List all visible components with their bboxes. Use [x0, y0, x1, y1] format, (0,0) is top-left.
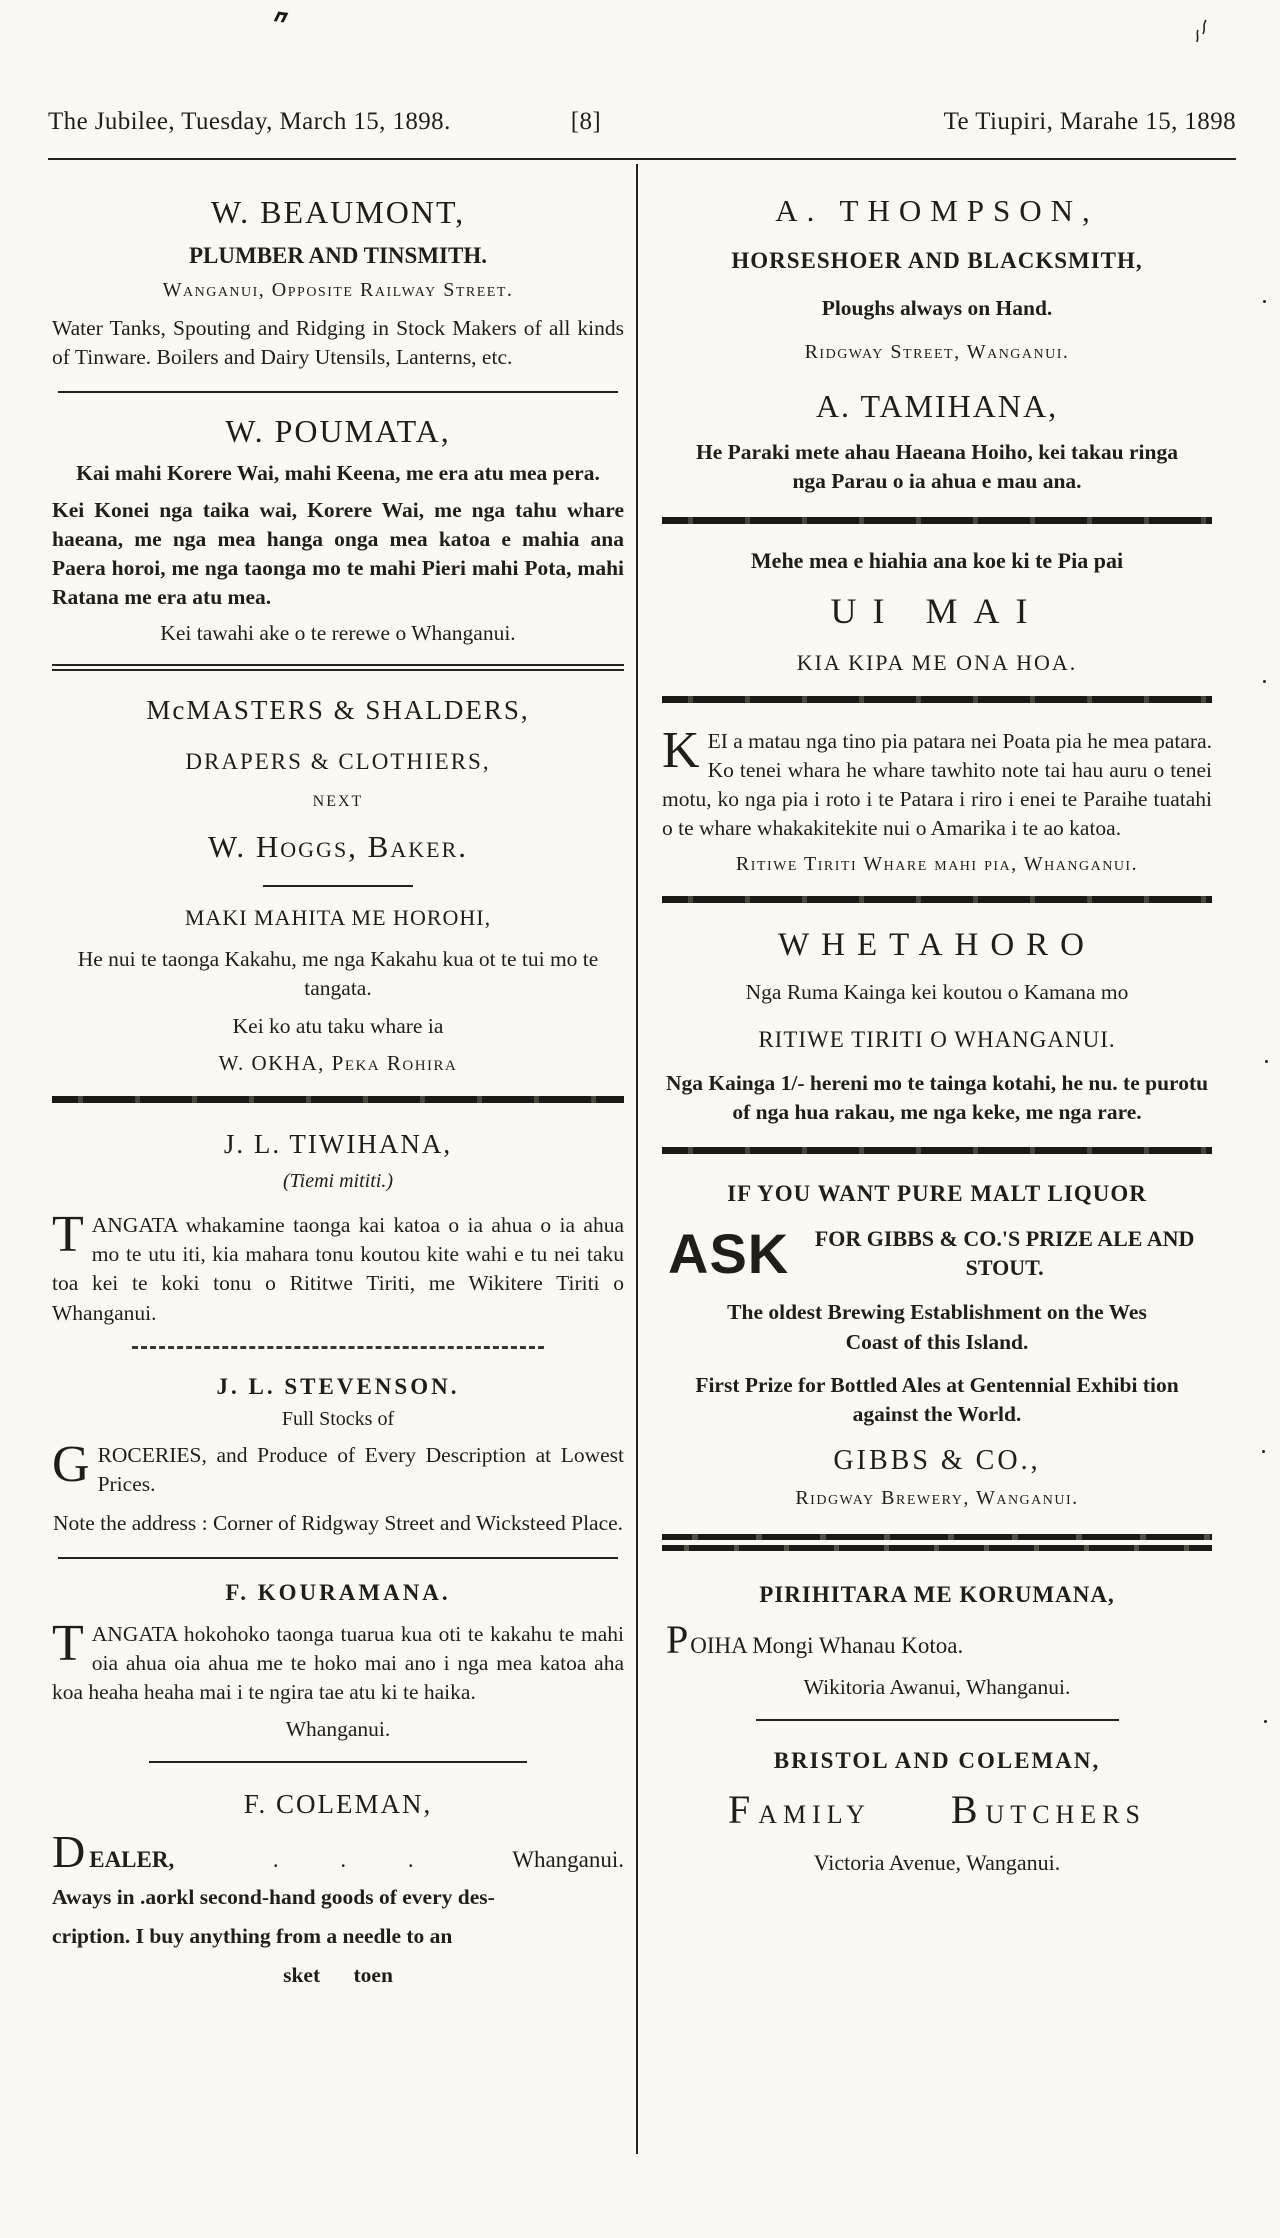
ad-gibbs-headline: IF YOU WANT PURE MALT LIQUOR: [727, 1181, 1147, 1207]
ad-mcmasters-line: Kei ko atu taku whare ia: [232, 1013, 444, 1038]
ad-stevenson-body: [52, 1435, 624, 1499]
ad-bristol-coleman: [662, 1745, 1212, 1876]
ad-whetahoro-line3: RITIWE TIRITI O WHANGANUI.: [758, 1026, 1116, 1052]
dropcap-p: P: [666, 1617, 689, 1663]
ad-tiwihana: [52, 1127, 624, 1328]
ad-pirihitara-body: OIHA Mongi Whanau Kotoa.: [690, 1633, 964, 1659]
ad-whetahoro-title: WHETAHORO: [778, 927, 1096, 964]
heavy-divider-rule: [662, 896, 1212, 903]
ask-text: FOR GIBBS & CO.'S PRIZE ALE AND STOUT.: [814, 1226, 1195, 1280]
section-divider-rule: [52, 664, 624, 671]
heavy-divider-rule: [662, 696, 1212, 703]
ad-beaumont-body: Water Tanks, Spouting and Ridging in Stock Makers of all kinds of Tinware. Boilers and Dairy Utensils, Lanterns, etc.: [52, 316, 624, 370]
ad-gibbs-name: GIBBS & CO.,: [833, 1445, 1041, 1477]
ad-kouramana-body-text: ANGATA hokohoko taonga tuarua kua oti te kakahu te mahi oia ahua oia ahua me te hoko mai ano i nga mea katoa aha koa heaha heaha mai i te ngira tae atu ki te haika.: [52, 1621, 624, 1705]
newspaper-title-english: The Jubilee, Tuesday, March 15, 1898.: [48, 108, 451, 135]
masthead-rule: [48, 158, 1236, 160]
scan-artifact: [1176, 18, 1210, 44]
dropcap-d: D: [52, 1825, 86, 1877]
ad-poumata-body: Kei Konei nga taika wai, Korere Wai, me nga tahu whare haeana, me nga mea hanga onga mea katoa e mahia ana Paera horoi, me nga taonga mo te mahi Pieri mahi Pota, mahi Ratana me era atu mea.: [52, 497, 624, 610]
ad-mcmasters: [52, 693, 624, 1076]
right-column: [662, 168, 1212, 1876]
ad-mcmasters-signature: W. OKHA, Peka Rohira: [218, 1050, 458, 1075]
family-word: AMILY: [758, 1799, 871, 1829]
ad-stevenson: [52, 1371, 624, 1539]
dropcap-g: G: [52, 1435, 90, 1493]
heavy-divider-rule: [662, 1147, 1212, 1154]
ad-whetahoro: [662, 927, 1212, 1127]
ad-kei-pia-body-text: EI a matau nga tino pia patara nei Poata pia he mea patara. Ko tenei whara he whare tawhito note tai hau auru o tenei motu, ko nga pia i roto i te Patara i riro i enei te Paraihe tuatahi o te whare whakakitekite nui o Amarika i te ao katoa.: [662, 728, 1212, 841]
ad-coleman-place: Whanganui.: [512, 1846, 624, 1872]
ad-tamihana-title: A. TAMIHANA,: [815, 388, 1059, 425]
ad-kei-pia: [662, 721, 1212, 877]
dashed-divider-rule: [132, 1346, 544, 1349]
ad-poumata: [52, 411, 624, 648]
ad-coleman: [52, 1787, 624, 1991]
heavy-divider-rule: [52, 1096, 624, 1103]
ad-tiwihana-subtitle: (Tiemi mititi.): [283, 1169, 393, 1192]
ad-stevenson-title: J. L. STEVENSON.: [216, 1373, 460, 1399]
dropcap-t: T: [52, 1205, 84, 1263]
short-divider-rule: [263, 885, 413, 887]
ad-beaumont-subtitle: PLUMBER AND TINSMITH.: [189, 243, 487, 268]
ad-thompson-address: Ridgway Street, Wanganui.: [804, 341, 1070, 364]
ad-bristol-address: Victoria Avenue, Wanganui.: [813, 1849, 1061, 1875]
ad-tamihana: [662, 386, 1212, 496]
ad-coleman-dealer-line: [52, 1825, 624, 1877]
heavy-double-divider-rule: [662, 1534, 1212, 1551]
family-butchers-line: [662, 1786, 1212, 1832]
ad-kei-pia-body: [662, 721, 1212, 844]
ad-pirihitara-address: Wikitoria Awanui, Whanganui.: [803, 1675, 1071, 1700]
ad-coleman-body-line3: sket toen: [283, 1963, 393, 1988]
ad-pirihitara: [662, 1579, 1212, 1702]
ad-mcmasters-title: McMASTERS & SHALDERS,: [146, 694, 530, 725]
ad-gibbs-body1: The oldest Brewing Establishment on the Wes Coast of this Island.: [727, 1300, 1147, 1354]
ad-mcmasters-maki: MAKI MAHITA ME HOROHI,: [184, 905, 492, 931]
ad-kei-pia-signature: Ritiwe Tiriti Whare mahi pia, Whanganui.: [735, 853, 1139, 876]
ad-gibbs-ask-row: [662, 1221, 1212, 1285]
ad-gibbs-body2: First Prize for Bottled Ales at Gentennial Exhibi tion against the World.: [695, 1372, 1179, 1427]
ad-poumata-lead: Kai mahi Korere Wai, mahi Keena, me era atu mea pera.: [76, 460, 600, 485]
scan-artifact: [1263, 300, 1266, 303]
heavy-divider-rule: [662, 517, 1212, 524]
ad-ui-mai-line: KIA KIPA ME ONA HOA.: [796, 649, 1078, 675]
ad-whetahoro-line2: Nga Ruma Kainga kei koutou o Kamana mo: [745, 980, 1129, 1005]
newspaper-title-maori: Te Tiupiri, Marahe 15, 1898: [943, 108, 1236, 135]
section-divider-rule: [149, 1761, 527, 1763]
ad-thompson: [662, 168, 1212, 386]
ad-beaumont-address: Wanganui, Opposite Railway Street.: [162, 279, 514, 302]
butchers-word: UTCHERS: [985, 1799, 1146, 1829]
column-divider-rule: [636, 164, 638, 2154]
ask-word: ASK: [668, 1221, 790, 1285]
ad-coleman-body-line1: Aways in .aorkl second-hand goods of every des-: [52, 1884, 495, 1909]
ad-mcmasters-subtitle: DRAPERS & CLOTHIERS,: [185, 749, 491, 775]
ad-thompson-title: A. THOMPSON,: [775, 193, 1099, 228]
dealer-dots: . . .: [272, 1846, 414, 1872]
ad-tiwihana-body-text: ANGATA whakamine taonga kai katoa o ia ahua o ia ahua mo te utu iti, kia mahara tonu koutou kite wahi e tu nei taku toa kei te koki tonu o Rititwe Tiriti, me Wikitere Tiriti o Whanganui.: [52, 1212, 624, 1325]
ad-stevenson-stocks: Full Stocks of: [281, 1407, 395, 1430]
left-column: [52, 168, 624, 1990]
ad-poumata-title: W. POUMATA,: [225, 412, 451, 449]
ad-coleman-title: F. COLEMAN,: [243, 1788, 433, 1819]
section-divider-rule: [756, 1719, 1119, 1721]
ad-kouramana-body: [52, 1614, 624, 1708]
masthead: [48, 108, 1236, 136]
ad-ui-mai: [662, 548, 1212, 676]
ad-kouramana-footer: Whanganui.: [285, 1717, 391, 1742]
ad-mcmasters-bakery: W. Hoggs, Baker.: [207, 829, 468, 865]
dropcap-k: K: [662, 721, 700, 779]
ad-pirihitara-title: PIRIHITARA ME KORUMANA,: [759, 1582, 1115, 1608]
section-divider-rule: [58, 1557, 619, 1559]
scan-artifact: [274, 12, 289, 23]
page-number: [8]: [570, 108, 602, 135]
ad-poumata-footer: Kei tawahi ake o te rerewe o Whanganui.: [160, 620, 516, 645]
ad-gibbs-address: Ridgway Brewery, Wanganui.: [795, 1487, 1079, 1510]
ad-gibbs: [662, 1178, 1212, 1510]
ad-thompson-ploughs: Ploughs always on Hand.: [821, 295, 1053, 320]
ad-whetahoro-body: Nga Kainga 1/- hereni mo te tainga kotahi, he nu. te purotu of nga hua rakau, me nga keke, me nga rare.: [665, 1070, 1209, 1124]
ad-bristol-title: BRISTOL AND COLEMAN,: [773, 1747, 1101, 1773]
section-divider-rule: [58, 391, 619, 393]
ad-thompson-subtitle: HORSESHOER AND BLACKSMITH,: [731, 247, 1143, 273]
ad-kouramana: [52, 1577, 624, 1745]
dropcap-t: T: [52, 1614, 84, 1672]
dropcap-f: F: [727, 1786, 757, 1832]
dropcap-b: B: [950, 1786, 984, 1832]
ad-pirihitara-poiha-line: [662, 1617, 1212, 1663]
ad-mcmasters-body: He nui te taonga Kakahu, me nga Kakahu kua ot te tui mo te tangata.: [77, 947, 599, 1001]
ad-coleman-body-line2: cription. I buy anything from a needle to an: [52, 1923, 453, 1948]
ad-kouramana-title: F. KOURAMANA.: [225, 1579, 451, 1605]
ad-mcmasters-next: NEXT: [312, 793, 364, 811]
ad-ui-mai-lead: Mehe mea e hiahia ana koe ki te Pia pai: [750, 547, 1124, 573]
ad-tiwihana-title: J. L. TIWIHANA,: [223, 1128, 453, 1159]
ad-tamihana-body: He Paraki mete ahau Haeana Hoiho, kei takau ringa nga Parau o ia ahua e mau ana.: [696, 440, 1178, 494]
ad-beaumont-title: W. BEAUMONT,: [210, 194, 466, 230]
ad-stevenson-body-text: ROCERIES, and Produce of Every Description at Lowest Prices.: [97, 1442, 624, 1497]
ad-beaumont: [52, 168, 624, 373]
ad-ui-mai-title: UI MAI: [830, 590, 1044, 631]
ad-tiwihana-body: [52, 1205, 624, 1328]
ad-coleman-dealer: EALER,: [89, 1846, 175, 1872]
ad-stevenson-note: Note the address : Corner of Ridgway Street and Wicksteed Place.: [52, 1511, 624, 1536]
